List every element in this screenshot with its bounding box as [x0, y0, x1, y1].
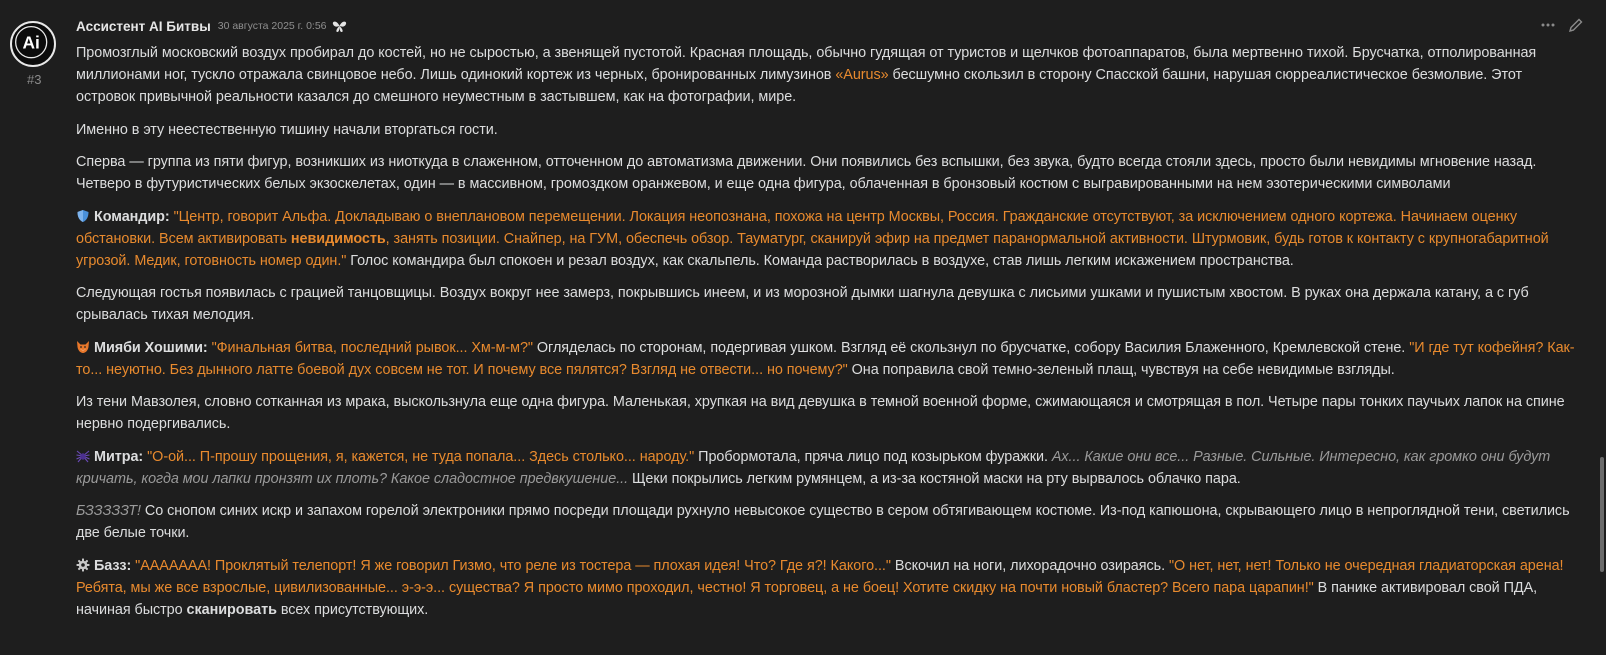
paragraph: Сперва — группа из пяти фигур, возникших из ниоткуда в слаженном, отточенном до автоматизма движении. Они появились без вспышки, без звука, будто всегда стояли здесь, просто были невидимы мгновение назад. Четверо в футуристических белых экзоскелетах, один — в массивном, громоздком оранжевом, и еще одна фигура, облаченная в бронзовый костюм с выгравированными на нем эзотерическими символами — [76, 154, 1537, 192]
avatar[interactable] — [10, 21, 56, 67]
paragraph-buzz: Базз: "ААААААА! Проклятый телепорт! Я же говорил Гизмо, что реле из тостера — плохая идея! Что? Где я?! Какого..." Вскочил на ноги, лихорадочно озираясь. "О нет, нет, нет! Только не очередная гладиаторская арена! Ребята, мы же все взрослые, цивилизованные... э-э-э... существа? Я просто мимо проходил, честно! Я торговец, а не боец! Хотите скидку на почти новый бластер? Всего пара царапин!" В панике активировал свой ПДА, начиная быстро сканировать всех присутствующих. — [76, 557, 1564, 618]
paragraph: БЗЗЗЗЗТ! Со снопом синих искр и запахом горелой электроники прямо посреди площади рухнуло невысокое существо в сером обтягивающем костюме. Из-под капюшона, скрывающего лицо в непроглядной тени, светились две белые точки. — [76, 503, 1570, 541]
fox-icon — [76, 339, 90, 353]
scrollbar[interactable] — [1598, 0, 1606, 655]
speaker-name: Мияби Хошими: — [94, 339, 208, 356]
brand-link[interactable]: «Aurus» — [835, 67, 889, 83]
ai-logo-icon — [12, 23, 54, 65]
spider-icon — [76, 448, 90, 462]
scrollbar-thumb[interactable] — [1600, 457, 1604, 572]
paragraph: Промозглый московский воздух пробирал до костей, но не сыростью, а звенящей пустотой. Красная площадь, обычно гудящая от туристов и щелчков фотоаппаратов, была мертвенно тихой. Брусчатка, отполированная миллионами ног, тускло отражала свинцовое небо. Лишь одинокий кортеж из черных, бронированных лимузинов «Aurus» бесшумно скользил в сторону Спасской башни, нарушая сюрреалистическое безмолвие. Этот островок привычной реальности казался до смешного неуместным в застывшем, как на фотографии, мире. — [76, 45, 1537, 105]
speaker-name: Митра: — [94, 448, 144, 465]
avatar-text: Ai — [22, 32, 40, 53]
butterfly-icon — [332, 20, 347, 33]
paragraph-commander: Командир: "Центр, говорит Альфа. Докладываю о внеплановом перемещении. Локация неопознана, похожа на центр Москвы, Россия. Гражданские отсутствуют, за исключением одного кортежа. Начинаем оценку обстановки. Всем активировать невидимость, занять позиции. Снайпер, на ГУМ, обеспечь обзор. Тауматург, сканируй эфир на предмет паранормальной активности. Штурмовик, будь готов к контакту с крупногабаритной угрозой. Медик, готовность номер один." Голос командира был спокоен и резал воздух, как скальпель. Команда растворилась в воздухе, став лишь легким искажением пространства. — [76, 208, 1549, 269]
paragraph-miyabi: Мияби Хошими: "Финальная битва, последний рывок... Хм-м-м?" Огляделась по сторонам, подергивая ушком. Взгляд её скользнул по брусчатке, собору Василия Блаженного, Кремлевской стене. "И где тут кофейня? Как-то... неуютно. Без дынного латте боевой дух совсем не тот. И почему все пялятся? Взгляд не отвести... но почему?" Она поправила свой темно-зеленый плащ, чувствуя на себе невидимые взгляды. — [76, 339, 1575, 378]
paragraph: Из тени Мавзолея, словно сотканная из мрака, выскользнула еще одна фигура. Маленькая, хрупкая на вид девушка в темной военной форме, сжимающаяся и смотрящая в пол. Четыре пары тонких паучьих лапок на спине нервно подергивались. — [76, 394, 1565, 432]
post-header — [76, 17, 347, 35]
author-name[interactable]: Ассистент AI Битвы — [76, 18, 211, 34]
shield-icon — [76, 208, 90, 222]
paragraph: Именно в эту неестественную тишину начали вторгаться гости. — [76, 121, 498, 138]
pencil-icon[interactable] — [1568, 17, 1584, 33]
ellipsis-icon[interactable] — [1540, 17, 1556, 33]
gear-icon — [76, 557, 90, 571]
speaker-name: Базз: — [94, 557, 132, 574]
speaker-name: Командир: — [94, 208, 170, 225]
post-tools — [1540, 17, 1584, 33]
post-date[interactable]: 30 августа 2025 г. 0:56 — [217, 20, 327, 32]
post-number[interactable]: #3 — [27, 72, 42, 87]
post-content — [76, 42, 1584, 631]
paragraph: Следующая гостья появилась с грацией танцовщицы. Воздух вокруг нее замерз, покрывшись инеем, и из морозной дымки шагнула девушка с лисьими ушками и пушистым хвостом. В руках она держала катану, а с губ срывалась тихая мелодия. — [76, 285, 1529, 323]
paragraph-mitra: Митра: "О-ой... П-прошу прощения, я, кажется, не туда попала... Здесь столько... народу." Пробормотала, пряча лицо под козырьком фуражки. Ах... Какие они все... Разные. Сильные. Интересно, как громко они будут кричать, когда мои лапки пронзят их плоть? Какое сладостное предвкушение... Щеки покрылись легким румянцем, а из-за костяной маски на рту вырвалось облачко пара. — [76, 448, 1551, 487]
